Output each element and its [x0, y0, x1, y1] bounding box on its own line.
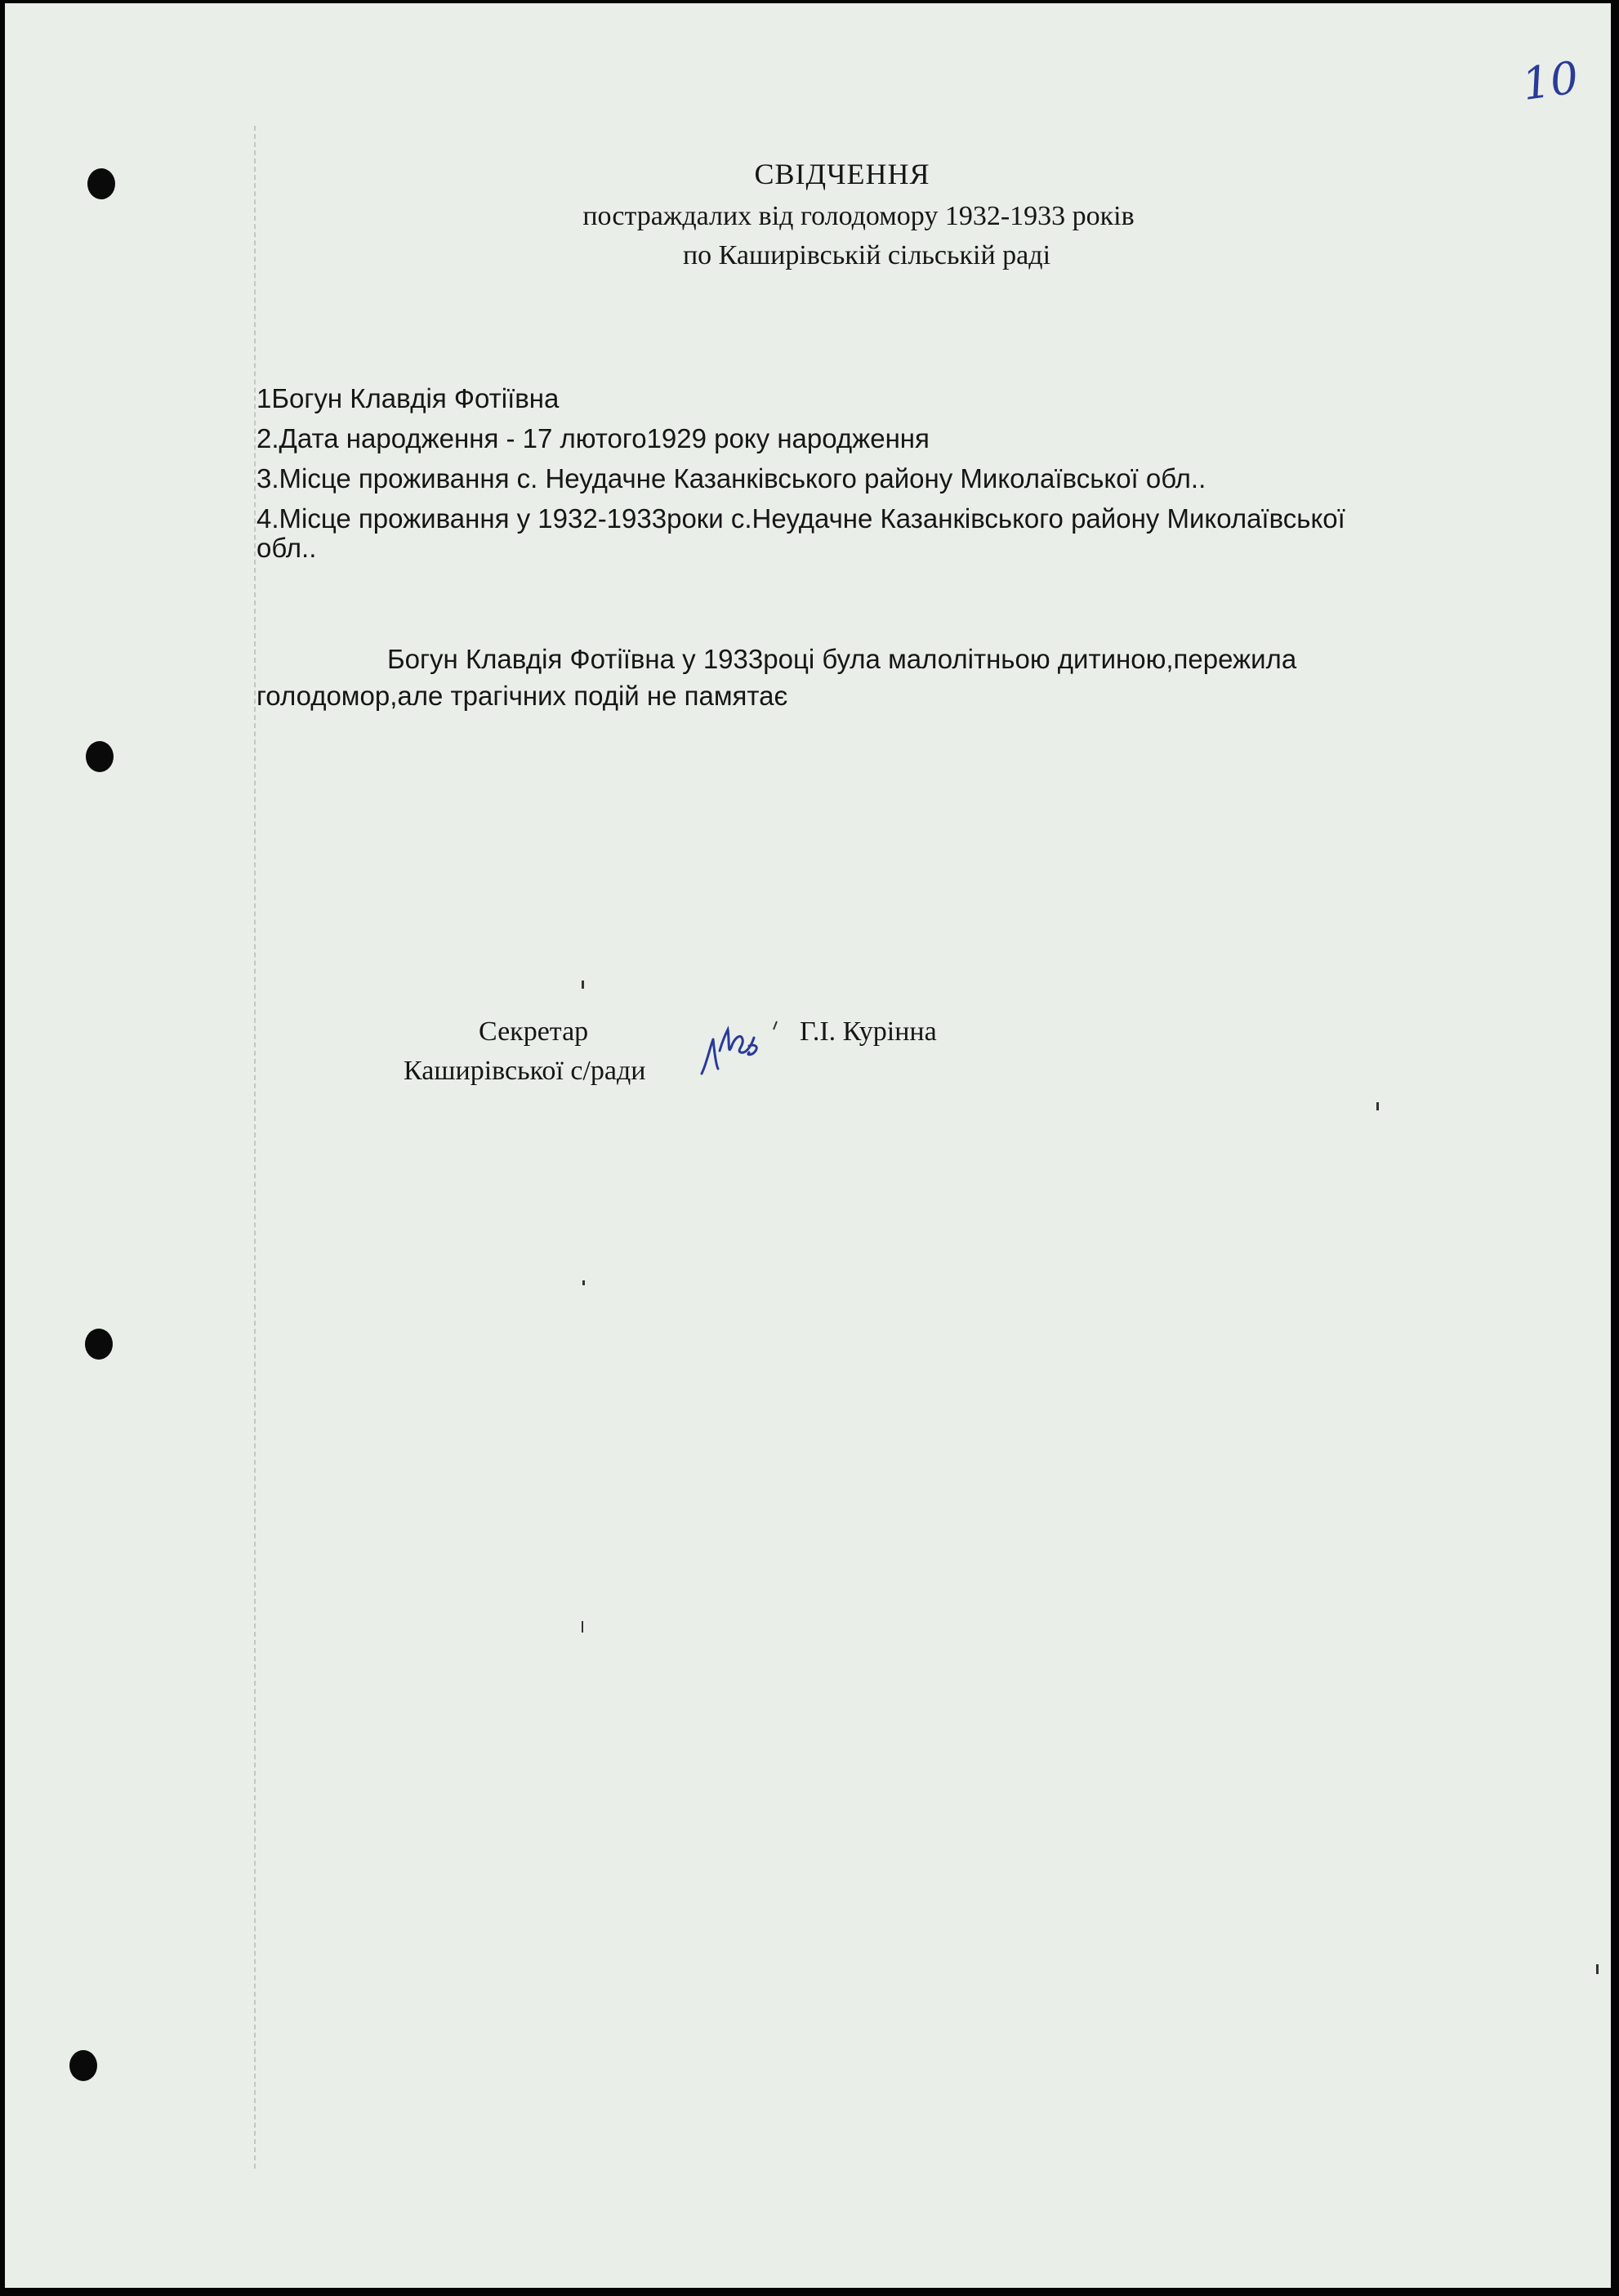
info-residence-1932-cont: обл.. — [256, 533, 317, 563]
document-page — [5, 3, 1611, 2288]
paper-speck — [582, 980, 584, 989]
signatory-title: Секретар — [479, 1016, 589, 1047]
info-birth-date: 2.Дата народження - 17 лютого1929 року народження — [256, 423, 930, 453]
signatory-name: Г.І. Курінна — [800, 1016, 937, 1047]
info-residence-1932: 4.Місце проживання у 1932-1933роки с.Неудачне Казанківського району Миколаївської — [256, 503, 1345, 534]
testimony-paragraph: Богун Клавдія Фотіївна у 1933році була малолітньою дитиною,пережила голодомор,але трагічних подій не памятає — [256, 644, 1297, 711]
document-subtitle: постраждалих від голодомору 1932-1933 років — [582, 201, 1135, 231]
paper-speck — [1596, 1964, 1599, 1974]
paper-speck — [582, 1621, 583, 1633]
signatory-organization: Каширівської с/ради — [404, 1056, 646, 1086]
paper-speck — [582, 1280, 585, 1285]
handwritten-signature — [695, 1015, 793, 1080]
paper-speck — [1376, 1102, 1379, 1110]
info-residence: 3.Місце проживання с. Неудачне Казанківського району Миколаївської обл.. — [256, 463, 1206, 494]
punch-hole — [86, 741, 114, 772]
punch-hole — [85, 1329, 113, 1360]
info-name: 1Богун Клавдія Фотіївна — [256, 383, 560, 413]
document-title: СВІДЧЕННЯ — [754, 158, 930, 190]
punch-hole — [69, 2050, 97, 2081]
handwritten-page-number: 10 — [1519, 51, 1582, 110]
document-subtitle-council: по Каширівській сільській раді — [682, 240, 1051, 270]
fold-line — [254, 126, 256, 2169]
